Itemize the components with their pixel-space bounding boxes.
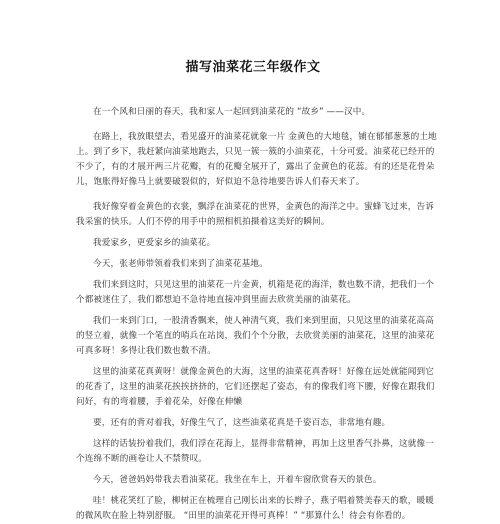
paragraph: 这样的话装扮着我们，我们浮在花海上，显得非常精神，再加上这里香气扑鼻，这就像一个连绵不断的画卷让人不禁赞叹。: [76, 439, 435, 464]
paragraph: 我好像穿着金黄色的衣裳，飘浮在油菜花的世界，金黄色的海洋之中。蜜蜂飞过来，告诉我采蜜的快乐。人们不停的用手中的照相机拍摄着这美好的瞬间。: [76, 202, 435, 227]
paragraph: 这里的油菜花真黄呀！就像金黄色的大海，这里的油菜花真香呀！好像在远处就能闻到它的花香了，这里的油菜花挨挨挤挤的，它们还摆起了姿态，有的像我们弯下腰，好像在跟我们问好，有的弯着腰，手着花朵，好像在伸懒: [76, 367, 435, 407]
paragraph: 在路上，我放眼望去，看见盛开的油菜花就象一片 金黄色的大地毯，铺在郁郁葱葱的土地上。到了乡下，我赶紧向油菜地跑去，只见一簇一簇的小油菜花，十分可爱。油菜花已经开的不少了，有的才展开两三片花瓣，有的花瓣全展开了，露出了金黄色的花蕊。有的还是花骨朵儿，饱胀得好像马上就要破裂似的，好似迫不急待地要告诉人们春天来了。: [76, 132, 437, 187]
paragraph: 今天，张老师带领着我们来到了油菜花基地。: [93, 259, 268, 269]
paragraph: 哇！桃花笑红了脸，柳树正在梳理自己刚长出来的长辫子，燕子唱着赞美春天的歌，暖暖的微风吹在脸上特别舒服。 “田里的油菜花开得可真棒！” “那算什么！待会有你看的。: [76, 496, 435, 521]
paragraph: 要，还有的背对着我，好像生气了，这些油菜花真是千姿百态，非常地有趣。: [93, 418, 391, 428]
paragraph: 我爱家乡，更爱家乡的油菜花。: [93, 238, 216, 248]
document-title: 描写油菜花三年级作文: [185, 60, 321, 75]
paragraph: 今天，爸爸妈妈带我去看油菜花。我坐在车上，开着车窗欣赏春天的景色。: [93, 475, 382, 485]
paragraph: 我们一来到门口，一股清香飘来，使人神清气爽，我们来到里面，只见这里的油菜花高高的竖立着，就像一个笔直的哨兵在站岗，我们个个分散，去欣赏美丽的油菜花，这里的油菜花可真多呀！多得让我们数也数不清。: [76, 316, 435, 356]
paragraph: 在一个风和日丽的春天，我和家人一起回到油菜花的 “故乡” ——汉中。: [93, 107, 371, 117]
paragraph: 我们来到这时，只见这里的油菜花一片金黄，机箱是花的海洋，数也数不清，把我们一个个都被迷住了，我们都想迫不急待地直接冲到里面去欣赏美丽的油菜花。: [76, 280, 435, 305]
